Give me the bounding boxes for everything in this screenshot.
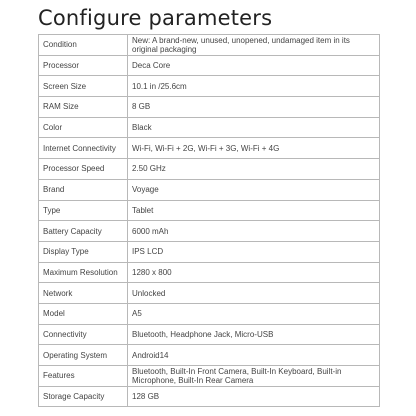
table-row [39, 262, 380, 283]
spec-label: Color [39, 117, 128, 138]
spec-label: Maximum Resolution [39, 262, 128, 283]
spec-label: Processor [39, 55, 128, 76]
spec-label: Connectivity [39, 324, 128, 345]
spec-table [38, 34, 380, 407]
spec-value: IPS LCD [128, 241, 380, 262]
table-row [39, 386, 380, 407]
spec-label: Storage Capacity [39, 386, 128, 407]
spec-value: A5 [128, 303, 380, 324]
table-row [39, 35, 380, 56]
table-row [39, 324, 380, 345]
spec-label: Brand [39, 179, 128, 200]
spec-value: 8 GB [128, 97, 380, 118]
table-row [39, 303, 380, 324]
spec-value: Tablet [128, 200, 380, 221]
table-row [39, 241, 380, 262]
table-row [39, 345, 380, 366]
table-row [39, 138, 380, 159]
page-title: Configure parameters [38, 6, 273, 30]
spec-value: Voyage [128, 179, 380, 200]
spec-label: Condition [39, 35, 128, 56]
spec-value: New: A brand-new, unused, unopened, undamaged item in its original packaging [128, 35, 380, 56]
spec-label: RAM Size [39, 97, 128, 118]
spec-value: Bluetooth, Built-In Front Camera, Built-In Keyboard, Built-in Microphone, Built-In Rear Camera [128, 366, 380, 387]
table-row [39, 117, 380, 138]
spec-label: Features [39, 366, 128, 387]
spec-label: Battery Capacity [39, 221, 128, 242]
table-row [39, 179, 380, 200]
spec-label: Internet Connectivity [39, 138, 128, 159]
spec-label: Processor Speed [39, 159, 128, 180]
table-row [39, 55, 380, 76]
table-row [39, 200, 380, 221]
spec-value: 1280 x 800 [128, 262, 380, 283]
spec-label: Model [39, 303, 128, 324]
table-row [39, 366, 380, 387]
spec-value: Deca Core [128, 55, 380, 76]
spec-value: Android14 [128, 345, 380, 366]
table-row [39, 97, 380, 118]
spec-value: 10.1 in /25.6cm [128, 76, 380, 97]
spec-value: 2.50 GHz [128, 159, 380, 180]
table-row [39, 159, 380, 180]
spec-value: 6000 mAh [128, 221, 380, 242]
spec-value: Bluetooth, Headphone Jack, Micro-USB [128, 324, 380, 345]
spec-label: Display Type [39, 241, 128, 262]
spec-label: Screen Size [39, 76, 128, 97]
spec-label: Operating System [39, 345, 128, 366]
table-row [39, 283, 380, 304]
spec-label: Network [39, 283, 128, 304]
table-row [39, 76, 380, 97]
spec-value: Wi-Fi, Wi-Fi + 2G, Wi-Fi + 3G, Wi-Fi + 4G [128, 138, 380, 159]
table-row [39, 221, 380, 242]
spec-value: Unlocked [128, 283, 380, 304]
spec-value: 128 GB [128, 386, 380, 407]
spec-label: Type [39, 200, 128, 221]
spec-value: Black [128, 117, 380, 138]
